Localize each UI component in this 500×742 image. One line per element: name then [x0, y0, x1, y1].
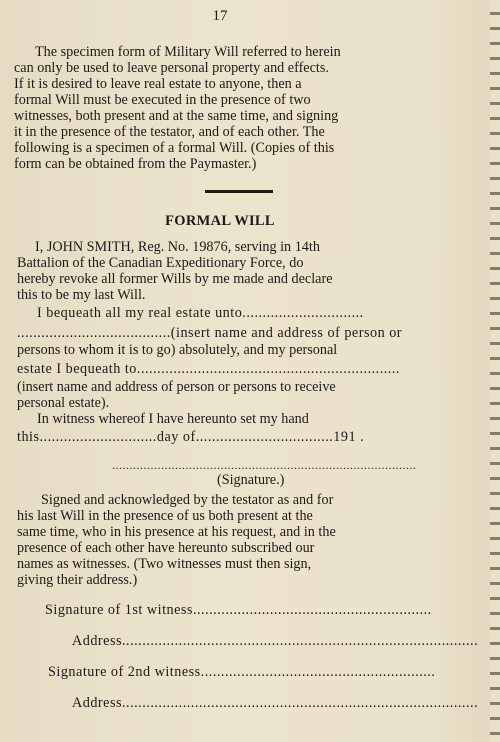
attest-line: Signed and acknowledged by the testator as and for: [41, 492, 334, 508]
section-divider: [205, 190, 273, 193]
body-line: this to be my last Will.: [17, 287, 146, 303]
intro-line: formal Will must be executed in the presence of two: [14, 92, 311, 108]
attest-line: same time, who in his presence at his request, and in the: [17, 524, 336, 540]
body-line: I, JOHN SMITH, Reg. No. 19876, serving in 14th: [35, 239, 320, 255]
attest-line: giving their address.): [17, 572, 138, 588]
intro-line: it in the presence of the testator, and of each other. The: [14, 124, 325, 140]
section-heading: FORMAL WILL: [165, 213, 275, 229]
attest-line: names as witnesses. (Two witnesses must then sign,: [17, 556, 312, 572]
body-line: In witness whereof I have hereunto set my hand: [37, 411, 309, 427]
body-line: Battalion of the Canadian Expeditionary Force, do: [17, 255, 304, 271]
attest-line: presence of each other have hereunto subscribed our: [17, 540, 315, 556]
intro-line: If it is desired to leave real estate to anyone, then a: [14, 76, 302, 92]
witness-1-address-line: Address........................................................................................: [72, 633, 479, 649]
witness-2-address-line: Address........................................................................................: [72, 695, 479, 711]
body-line: I bequeath all my real estate unto..............................: [37, 305, 364, 321]
intro-line: can only be used to leave personal property and effects.: [14, 60, 329, 76]
body-line: hereby revoke all former Wills by me made and declare: [17, 271, 333, 287]
intro-line: form can be obtained from the Paymaster.): [14, 156, 257, 172]
page-number: 17: [212, 8, 228, 24]
intro-line: The specimen form of Military Will referred to herein: [35, 44, 341, 60]
signature-line: .......................................................................................: [112, 458, 417, 472]
body-line: estate I bequeath to.................................................................: [17, 361, 400, 377]
witness-1-signature-line: Signature of 1st witness...........................................................: [45, 602, 432, 618]
body-line: personal estate).: [17, 395, 110, 411]
body-line: (insert name and address of person or persons to receive: [17, 379, 336, 395]
date-line: this.............................day of..................................191 .: [17, 429, 365, 445]
witness-2-signature-line: Signature of 2nd witness..........................................................: [48, 664, 436, 680]
intro-line: witnesses, both present and at the same time, and signing: [14, 108, 339, 124]
body-line: ......................................(insert name and address of person or: [17, 325, 403, 341]
binding-edge: [490, 0, 500, 742]
intro-line: following is a specimen of a formal Will. (Copies of this: [14, 140, 335, 156]
signature-label: (Signature.): [217, 472, 285, 488]
attest-line: his last Will in the presence of us both present at the: [17, 508, 313, 524]
body-line: persons to whom it is to go) absolutely, and my personal: [17, 342, 338, 358]
